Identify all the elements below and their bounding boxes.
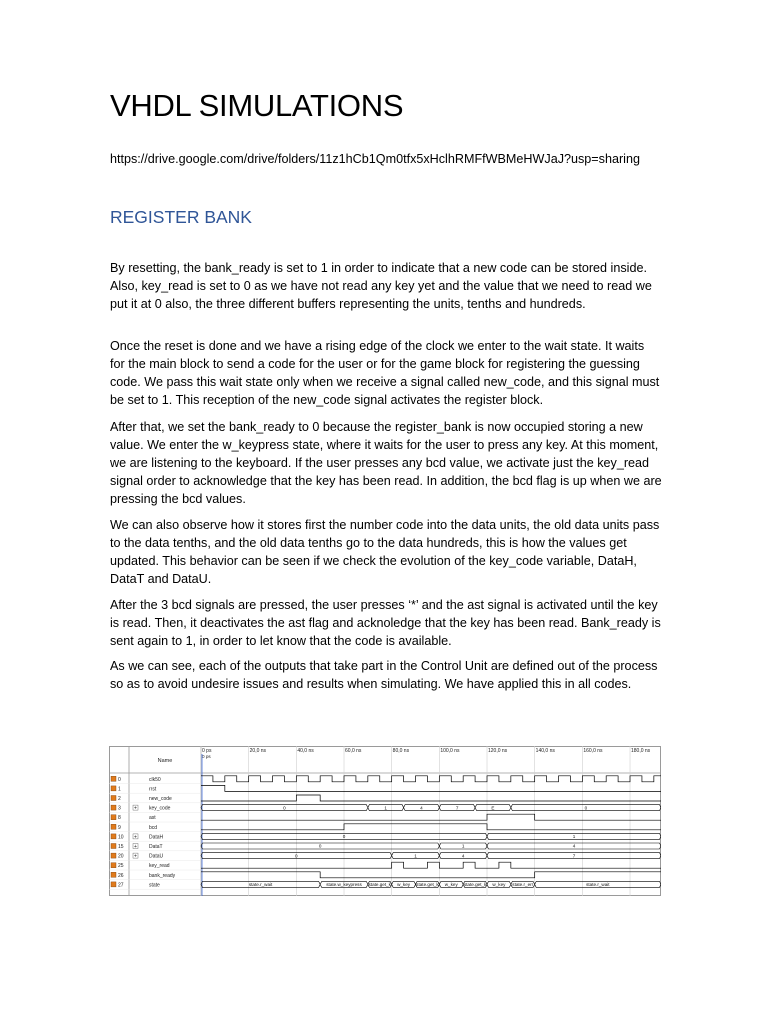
state-value: w_key — [492, 882, 506, 888]
key-code-value: 7 — [455, 805, 459, 811]
expand-icon-glyph: + — [134, 834, 137, 841]
data-h-value: 0 — [342, 834, 346, 840]
signal-name: ast — [149, 815, 156, 822]
expand-icon-glyph: + — [134, 844, 137, 850]
paragraph-wait-state: Once the reset is done and we have a rising edge of the clock we enter to the wait state. It waits for the main block to send a code for the user or for the game block for registering the guessing code. We pass this wait state only when we receive a signal called new_code, and this signal must be set to 1. This reception of the new_code signal activates the register block. — [110, 339, 660, 407]
signal-name: bcd — [149, 824, 158, 831]
signal-index: 27 — [118, 882, 124, 889]
time-tick-label: 20,0 ns — [249, 748, 267, 754]
data-t-value: 0 — [318, 843, 322, 849]
paragraph-control-unit: As we can see, each of the outputs that take part in the Control Unit are defined out of the process so as to avoid undesire issues and results when simulating. We have applied this in all codes. — [110, 659, 658, 691]
signal-index: 15 — [118, 844, 124, 850]
signal-io-icon — [111, 776, 116, 781]
time-tick-label: 140,0 ns — [535, 748, 555, 754]
key-code-value: 0 — [584, 805, 588, 811]
signal-name: state — [149, 882, 160, 889]
signal-index: 8 — [118, 815, 121, 822]
signal-io-icon — [111, 805, 116, 810]
signal-index: 2 — [118, 796, 121, 802]
time-tick-label: 120,0 ns — [488, 748, 508, 754]
time-tick-label: 100,0 ns — [440, 748, 460, 754]
signal-name: key_code — [149, 805, 171, 812]
data-t-value: 1 — [461, 843, 465, 849]
signal-name: rrst — [149, 786, 157, 793]
signal-index: 0 — [118, 776, 121, 783]
state-value: w_key — [444, 882, 458, 888]
time-tick-label: 40,0 ns — [297, 748, 314, 754]
data-u-value: 4 — [461, 853, 465, 859]
state-value: state.r_wait — [248, 882, 273, 888]
paragraph-data-update: We can also observe how it stores first the number code into the data units, the old data units pass to the data tenths, and the old data tenths go to the data hundreds, this is how the values get updated. This behavior can be seen if we check the evolution of the key_code variable, DataH, DataT and DataU. — [110, 518, 660, 586]
signal-index: 1 — [118, 786, 121, 793]
time-tick-label: 160,0 ns — [583, 748, 603, 754]
key-code-value: 0 — [283, 805, 286, 811]
state-value: w_key — [397, 882, 411, 888]
signal-index: 3 — [118, 805, 121, 812]
signal-name: new_code — [149, 796, 172, 802]
signal-index: 10 — [118, 834, 124, 841]
document-title: VHDL SIMULATIONS — [110, 88, 404, 123]
key-code-value: 1 — [384, 805, 387, 811]
time-tick-label: 80,0 ns — [392, 748, 410, 754]
state-value: state.w_keypress — [326, 882, 362, 888]
signal-index: 26 — [118, 872, 124, 879]
signal-name: DataT — [149, 844, 163, 850]
signal-name: clk50 — [149, 776, 161, 783]
signal-io-icon — [111, 872, 116, 877]
data-u-value: 0 — [295, 853, 298, 859]
state-value: state.get_k — [463, 882, 487, 888]
cursor-label: 0 ps — [202, 754, 211, 759]
signal-io-icon — [111, 815, 116, 820]
key-code-value: E — [491, 805, 495, 811]
data-u-value: 7 — [572, 853, 576, 859]
state-value: state.r_err — [512, 882, 534, 888]
expand-icon-glyph: + — [134, 853, 137, 860]
state-value: state.get_k — [368, 882, 391, 888]
time-tick-label: 180,0 ns — [631, 748, 651, 754]
signal-io-icon — [111, 853, 116, 858]
state-value: state.get_k — [416, 882, 439, 888]
viewer-frame — [110, 747, 661, 896]
expand-icon-glyph: + — [134, 805, 137, 812]
drive-link[interactable]: https://drive.google.com/drive/folders/11z1hCb1Qm0tfx5xHclhRMFfWBMeHWJaJ?usp=sharing — [110, 152, 640, 166]
data-h-value: 1 — [572, 834, 576, 840]
time-tick-label: 0 ps — [202, 748, 212, 754]
signal-index: 25 — [118, 863, 124, 870]
signal-io-icon — [111, 844, 116, 849]
signal-name: key_read — [149, 863, 170, 870]
signal-io-icon — [111, 882, 116, 887]
paragraph-reset: By resetting, the bank_ready is set to 1 in order to indicate that a new code can be stored inside. Also, key_read is set to 0 as we have not read any key yet and the value that we need to read we put it at 0 also, the three different buffers representing the units, tenths and hundreds. — [110, 261, 652, 311]
name-header: Name — [157, 758, 173, 764]
signal-io-icon — [111, 786, 116, 791]
data-u-value: 1 — [414, 853, 417, 859]
signal-io-icon — [111, 834, 116, 839]
key-code-value: 4 — [420, 805, 423, 811]
signal-name: DataU — [149, 853, 164, 860]
signal-io-icon — [111, 863, 116, 868]
signal-index: 20 — [118, 853, 124, 860]
time-tick-label: 60,0 ns — [345, 748, 362, 754]
data-t-value: 4 — [572, 843, 576, 849]
signal-index: 9 — [118, 824, 121, 831]
state-value: state.r_wait — [586, 882, 610, 888]
signal-io-icon — [111, 796, 116, 801]
waveform-screenshot — [109, 746, 661, 896]
paragraph-ast: After the 3 bcd signals are pressed, the user presses ‘*’ and the ast signal is activated until the key is read. Then, it deactivates the ast flag and acknoledge that the key has been read. Bank_ready is sent again to 1, in order to let know that the code is available. — [110, 598, 661, 648]
section-heading: REGISTER BANK — [110, 207, 252, 227]
signal-name: DataH — [149, 834, 164, 841]
paragraph-keypress: After that, we set the bank_ready to 0 because the register_bank is now occupied storing a new value. We enter the w_keypress state, where it waits for the user to press any key. At this moment, we are listening to the keyboard. If the user presses any bcd value, we activate just the key_read signal order to acknowledge that the key has been read. In addition, the bcd flag is up when we are pressing the bcd values. — [110, 420, 662, 506]
signal-io-icon — [111, 824, 116, 829]
signal-name: bank_ready — [149, 872, 176, 879]
